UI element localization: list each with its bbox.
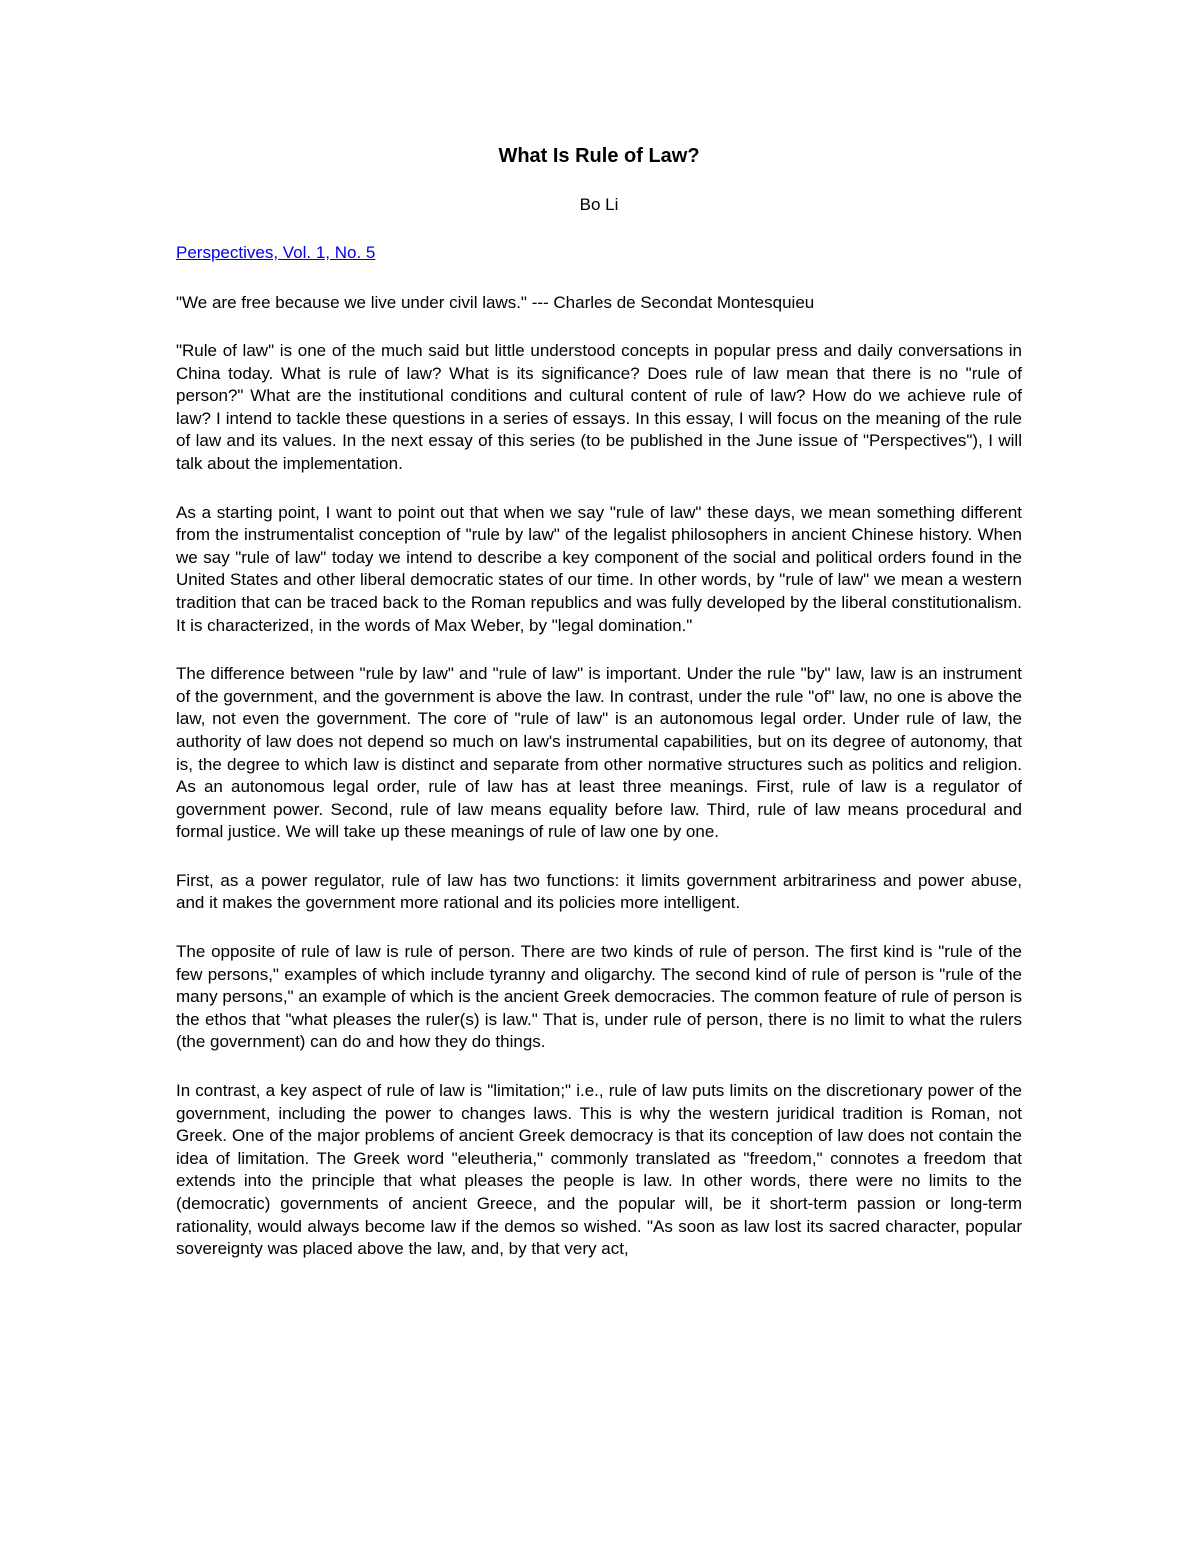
paragraph-5: The opposite of rule of law is rule of person. There are two kinds of rule of person. The first kind is "rule of the few persons," examples of which include tyranny and oligarchy. The second kind of rule of person is "rule of the many persons," an example of which is the ancient Greek democracies. The common feature of rule of person is the ethos that "what pleases the ruler(s) is law." That is, under rule of person, there is no limit to what the rulers (the government) can do and how they do things. [176,942,1022,1052]
source-link[interactable]: Perspectives, Vol. 1, No. 5 [176,243,376,262]
paragraph-4: First, as a power regulator, rule of law has two functions: it limits government arbitrariness and power abuse, and it makes the government more rational and its policies more intelligent. [176,870,1022,913]
document-page [176,142,1022,1287]
author-name: Bo Li [579,195,619,214]
paragraph-1: "Rule of law" is one of the much said but little understood concepts in popular press and daily conversations in China today. What is rule of law? What is its significance? Does rule of law mean that there is no "rule of person?" What are the institutional conditions and cultural content of rule of law? How do we achieve rule of law? I intend to tackle these questions in a series of essays. In this essay, I will focus on the meaning of the rule of law and its values. In the next essay of this series (to be published in the June issue of "Perspectives"), I will talk about the implementation. [176,341,1022,473]
epigraph-quote: "We are free because we live under civil laws." --- Charles de Secondat Montesquieu [176,293,815,312]
paragraph-3: The difference between "rule by law" and "rule of law" is important. Under the rule "by" law, law is an instrument of the government, and the government is above the law. In contrast, under the rule "of" law, no one is above the law, not even the government. The core of "rule of law" is an autonomous legal order. Under rule of law, the authority of law does not depend so much on law's instrumental capabilities, but on its degree of autonomy, that is, the degree to which law is distinct and separate from other normative structures such as politics and religion. As an autonomous legal order, rule of law has at least three meanings. First, rule of law is a regulator of government power. Second, rule of law means equality before law. Third, rule of law means procedural and formal justice. We will take up these meanings of rule of law one by one. [176,664,1022,842]
paragraph-6: In contrast, a key aspect of rule of law is "limitation;" i.e., rule of law puts limits on the discretionary power of the government, including the power to changes laws. This is why the western juridical tradition is Roman, not Greek. One of the major problems of ancient Greek democracy is that its conception of law does not contain the idea of limitation. The Greek word "eleutheria," commonly translated as "freedom," connotes a freedom that extends into the principle that what pleases the people is law. In other words, there were no limits to the (democratic) governments of ancient Greece, and the popular will, be it short-term passion or long-term rationality, would always become law if the demos so wished. "As soon as law lost its sacred character, popular sovereignty was placed above the law, and, by that very act, [176,1081,1022,1259]
document-title: What Is Rule of Law? [498,145,700,167]
paragraph-2: As a starting point, I want to point out that when we say "rule of law" these days, we mean something different from the instrumentalist conception of "rule by law" of the legalist philosophers in ancient Chinese history. When we say "rule of law" today we intend to describe a key component of the social and political orders found in the United States and other liberal democratic states of our time. In other words, by "rule of law" we mean a western tradition that can be traced back to the Roman republics and was fully developed by the liberal constitutionalism. It is characterized, in the words of Max Weber, by "legal domination." [176,502,1022,635]
